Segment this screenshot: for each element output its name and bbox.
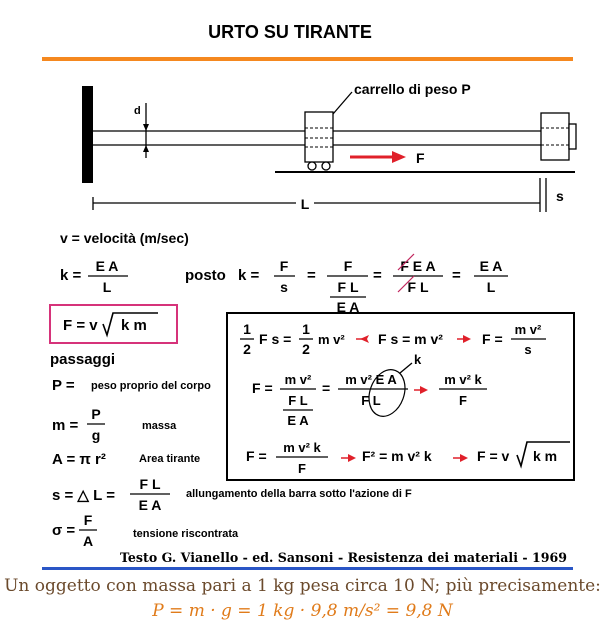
r2-den-top: F L bbox=[288, 393, 308, 408]
r3-arrow-1 bbox=[348, 454, 356, 462]
wall bbox=[82, 86, 93, 183]
P-desc: peso proprio del corpo bbox=[91, 380, 211, 392]
result-F-eq: F = v bbox=[63, 317, 98, 334]
d-label: d bbox=[134, 105, 141, 117]
posto-EA: E A bbox=[336, 299, 360, 315]
sigma-label: σ = bbox=[52, 522, 76, 539]
r1-one: 1 bbox=[243, 321, 251, 337]
sigma-num: F bbox=[83, 512, 93, 528]
r2-den-bot: E A bbox=[287, 413, 309, 428]
credit-line: Testo G. Vianello - ed. Sansoni - Resistenza dei materiali - 1969 bbox=[120, 551, 567, 566]
r1-Fs: F s = bbox=[259, 331, 292, 347]
d-arrow-top bbox=[143, 124, 149, 131]
page-title: URTO SU TIRANTE bbox=[208, 22, 372, 42]
posto-L-final: L bbox=[486, 279, 496, 295]
r2-mid-num: m v² E A bbox=[345, 372, 397, 387]
r1-Fsmv: F s = m v² bbox=[378, 331, 443, 347]
k-equals: k = bbox=[60, 267, 82, 284]
sigma-desc: tensione riscontrata bbox=[133, 528, 239, 540]
posto-F: F bbox=[279, 258, 289, 274]
r3-F2: F² = m v² k bbox=[362, 448, 432, 464]
force-arrow-head bbox=[392, 151, 406, 163]
k-den: L bbox=[102, 279, 112, 295]
m-den: g bbox=[91, 427, 101, 443]
title-rule bbox=[42, 57, 573, 61]
r2-eq: = bbox=[322, 380, 331, 396]
m-desc: massa bbox=[142, 420, 177, 432]
r2-k: k bbox=[414, 352, 422, 367]
r2-num: m v² bbox=[284, 372, 312, 387]
force-label: F bbox=[416, 150, 425, 166]
passaggi-heading: passaggi bbox=[50, 351, 116, 368]
r3-res: F = v bbox=[477, 448, 510, 464]
r1-mv2: m v² bbox=[318, 332, 345, 347]
posto-k-equals: k = bbox=[238, 267, 260, 284]
cart-leader-line bbox=[333, 92, 352, 114]
r2-Feq: F = bbox=[252, 380, 273, 396]
result-km: k m bbox=[121, 317, 147, 334]
r1-Feq: F = bbox=[482, 331, 503, 347]
end-stop-plate bbox=[569, 124, 576, 149]
posto-FEA: F E A bbox=[400, 258, 436, 274]
posto-EA-final: E A bbox=[479, 258, 503, 274]
r3-den: F bbox=[298, 461, 306, 476]
posto-FL: F L bbox=[337, 279, 359, 295]
m-num: P bbox=[91, 406, 101, 422]
r1-one-b: 1 bbox=[302, 321, 310, 337]
posto-s: s bbox=[280, 279, 288, 295]
m-label: m = bbox=[52, 417, 79, 434]
L-label: L bbox=[300, 196, 310, 212]
r1-arrow-2 bbox=[463, 335, 471, 343]
s-den: E A bbox=[138, 497, 162, 513]
s-label: s bbox=[556, 188, 564, 204]
posto-eq-1: = bbox=[307, 267, 316, 284]
posto-FL2: F L bbox=[407, 279, 429, 295]
r1-frac-num: m v² bbox=[514, 322, 542, 337]
posto-eq-3: = bbox=[452, 267, 461, 284]
r1-frac-den: s bbox=[524, 342, 532, 357]
A-desc: Area tirante bbox=[139, 453, 201, 465]
r3-arrow-2 bbox=[460, 454, 468, 462]
r2-res-num: m v² k bbox=[444, 372, 482, 387]
velocity-definition: v = velocità (m/sec) bbox=[60, 230, 189, 246]
s-desc: allungamento della barra sotto l'azione di F bbox=[186, 488, 412, 500]
bottom-formula: P = m · g = 1 kg · 9,8 m/s² = 9,8 N bbox=[152, 601, 453, 621]
r2-mid-den: F L bbox=[361, 393, 381, 408]
cart-wheel-left bbox=[308, 162, 316, 170]
r3-Feq: F = bbox=[246, 448, 267, 464]
sigma-den: A bbox=[82, 533, 94, 549]
d-arrow-bottom bbox=[143, 145, 149, 152]
cart-label: carrello di peso P bbox=[354, 81, 471, 97]
r1-two-b: 2 bbox=[302, 341, 310, 357]
r3-num: m v² k bbox=[283, 440, 321, 455]
r2-k-leader bbox=[400, 363, 412, 373]
r3-km: k m bbox=[533, 448, 558, 464]
r1-two: 2 bbox=[243, 341, 251, 357]
s-num: F L bbox=[139, 476, 161, 492]
bottom-note: Un oggetto con massa pari a 1 kg pesa circa 10 N; più precisamente: bbox=[4, 576, 601, 596]
posto-label: posto bbox=[185, 267, 226, 284]
k-num: E A bbox=[95, 258, 119, 274]
P-label: P = bbox=[52, 377, 75, 394]
posto-F2: F bbox=[343, 258, 353, 274]
A-label: A = π r² bbox=[52, 451, 106, 468]
end-stop bbox=[541, 113, 569, 160]
posto-eq-2: = bbox=[373, 267, 382, 284]
cart-wheel-right bbox=[322, 162, 330, 170]
r2-res-den: F bbox=[459, 393, 467, 408]
s-label-eq: s = △ L = bbox=[52, 487, 115, 504]
credit-rule bbox=[42, 567, 573, 570]
r2-arrow bbox=[420, 386, 428, 394]
cart-body bbox=[305, 112, 333, 162]
